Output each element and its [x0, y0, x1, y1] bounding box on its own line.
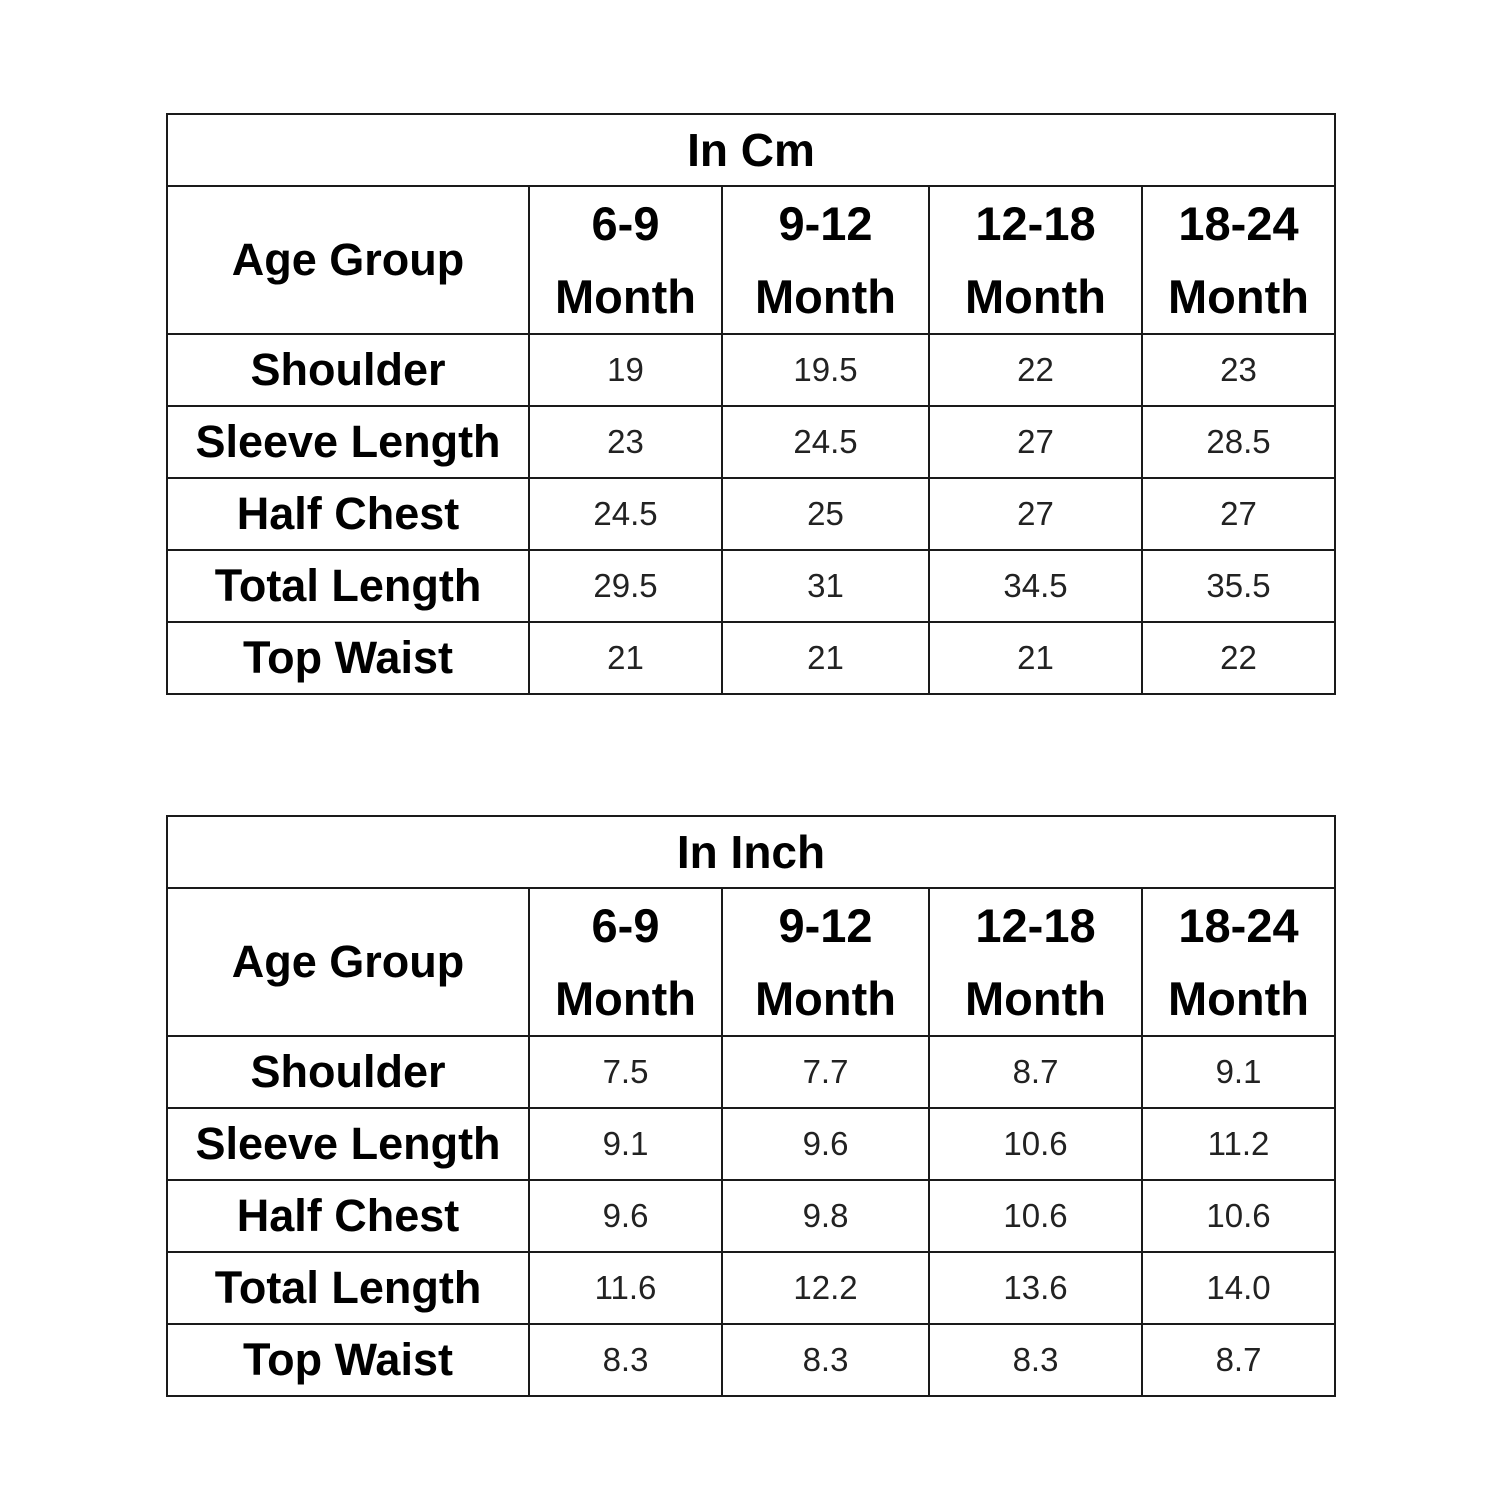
table-row — [167, 1180, 1335, 1252]
column-header-range: 12-18 — [975, 899, 1096, 952]
value-cell: 8.3 — [529, 1324, 722, 1396]
age-group-header: Age Group — [167, 888, 529, 1036]
value-cell: 10.6 — [929, 1180, 1142, 1252]
table-row — [167, 1036, 1335, 1108]
value-cell: 9.8 — [722, 1180, 929, 1252]
row-label: Half Chest — [167, 1180, 529, 1252]
value-cell: 27 — [929, 406, 1142, 478]
row-label: Total Length — [167, 550, 529, 622]
value-cell: 14.0 — [1142, 1252, 1335, 1324]
column-header-range: 6-9 — [591, 197, 660, 250]
value-cell: 10.6 — [1142, 1180, 1335, 1252]
column-header-unit: Month — [1168, 972, 1309, 1025]
value-cell: 9.6 — [722, 1108, 929, 1180]
value-cell: 24.5 — [722, 406, 929, 478]
row-label: Sleeve Length — [167, 406, 529, 478]
value-cell: 11.2 — [1142, 1108, 1335, 1180]
value-cell: 27 — [1142, 478, 1335, 550]
column-header — [529, 186, 722, 334]
table-row — [167, 1324, 1335, 1396]
value-cell: 19.5 — [722, 334, 929, 406]
value-cell: 7.5 — [529, 1036, 722, 1108]
row-label: Shoulder — [167, 1036, 529, 1108]
value-cell: 8.3 — [929, 1324, 1142, 1396]
value-cell: 31 — [722, 550, 929, 622]
table-header-row — [167, 888, 1335, 1036]
column-header-range: 12-18 — [975, 197, 1096, 250]
value-cell: 8.7 — [929, 1036, 1142, 1108]
column-header-unit: Month — [555, 972, 696, 1025]
column-header-range: 18-24 — [1178, 197, 1299, 250]
table-row — [167, 406, 1335, 478]
value-cell: 13.6 — [929, 1252, 1142, 1324]
value-cell: 24.5 — [529, 478, 722, 550]
column-header-unit: Month — [1168, 270, 1309, 323]
value-cell: 25 — [722, 478, 929, 550]
column-header-range: 9-12 — [778, 899, 873, 952]
value-cell: 9.1 — [529, 1108, 722, 1180]
column-header-unit: Month — [965, 270, 1106, 323]
value-cell: 22 — [1142, 622, 1335, 694]
table-row — [167, 1108, 1335, 1180]
value-cell: 12.2 — [722, 1252, 929, 1324]
column-header — [722, 888, 929, 1036]
table-title: In Inch — [167, 816, 1335, 888]
value-cell: 7.7 — [722, 1036, 929, 1108]
value-cell: 8.3 — [722, 1324, 929, 1396]
column-header — [529, 888, 722, 1036]
column-header-unit: Month — [965, 972, 1106, 1025]
value-cell: 23 — [529, 406, 722, 478]
value-cell: 35.5 — [1142, 550, 1335, 622]
table-row — [167, 334, 1335, 406]
column-header — [722, 186, 929, 334]
column-header-range: 6-9 — [591, 899, 660, 952]
column-header — [929, 186, 1142, 334]
value-cell: 21 — [722, 622, 929, 694]
column-header-range: 18-24 — [1178, 899, 1299, 952]
table-title-row — [167, 114, 1335, 186]
table-row — [167, 1252, 1335, 1324]
row-label: Half Chest — [167, 478, 529, 550]
value-cell: 23 — [1142, 334, 1335, 406]
column-header-range: 9-12 — [778, 197, 873, 250]
row-label: Sleeve Length — [167, 1108, 529, 1180]
column-header — [929, 888, 1142, 1036]
table-row — [167, 622, 1335, 694]
size-table-cm — [166, 113, 1336, 695]
column-header — [1142, 888, 1335, 1036]
value-cell: 29.5 — [529, 550, 722, 622]
table-row — [167, 478, 1335, 550]
value-cell: 8.7 — [1142, 1324, 1335, 1396]
row-label: Total Length — [167, 1252, 529, 1324]
column-header-unit: Month — [555, 270, 696, 323]
value-cell: 9.6 — [529, 1180, 722, 1252]
column-header-unit: Month — [755, 270, 896, 323]
age-group-header: Age Group — [167, 186, 529, 334]
table-row — [167, 550, 1335, 622]
table-title-row — [167, 816, 1335, 888]
value-cell: 11.6 — [529, 1252, 722, 1324]
value-cell: 21 — [529, 622, 722, 694]
row-label: Top Waist — [167, 622, 529, 694]
table-header-row — [167, 186, 1335, 334]
value-cell: 34.5 — [929, 550, 1142, 622]
value-cell: 9.1 — [1142, 1036, 1335, 1108]
value-cell: 21 — [929, 622, 1142, 694]
size-table-inch — [166, 815, 1336, 1397]
value-cell: 19 — [529, 334, 722, 406]
row-label: Shoulder — [167, 334, 529, 406]
value-cell: 22 — [929, 334, 1142, 406]
column-header-unit: Month — [755, 972, 896, 1025]
table-title: In Cm — [167, 114, 1335, 186]
row-label: Top Waist — [167, 1324, 529, 1396]
value-cell: 10.6 — [929, 1108, 1142, 1180]
column-header — [1142, 186, 1335, 334]
value-cell: 27 — [929, 478, 1142, 550]
value-cell: 28.5 — [1142, 406, 1335, 478]
